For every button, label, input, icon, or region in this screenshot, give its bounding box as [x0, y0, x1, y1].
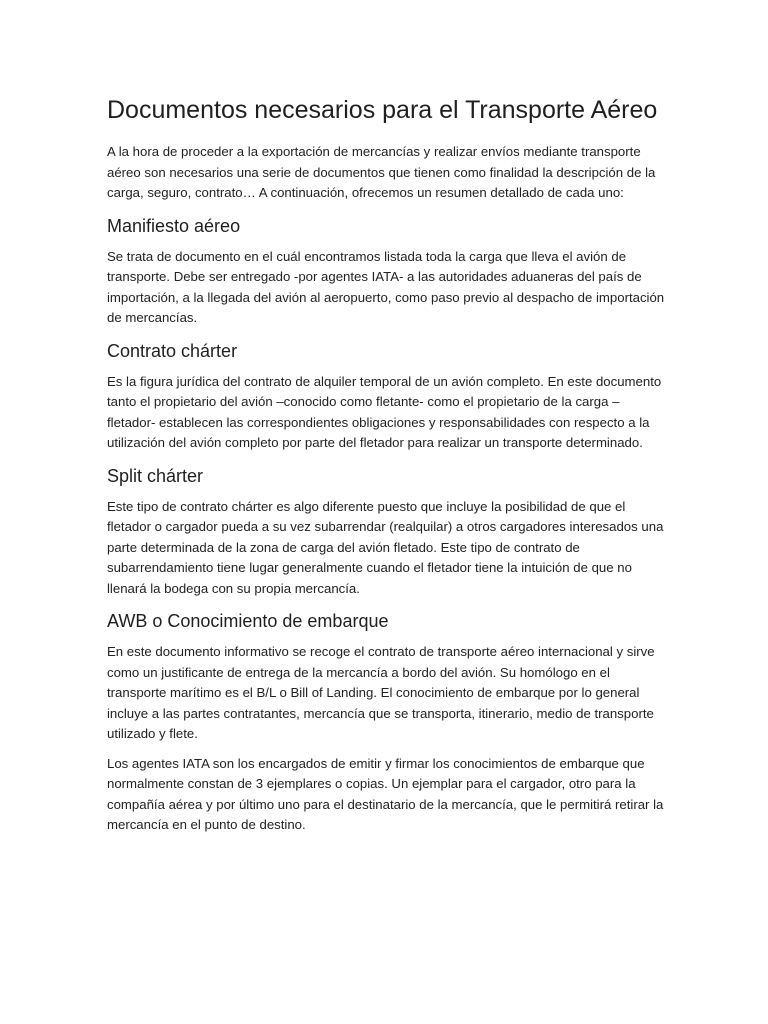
intro-paragraph: A la hora de proceder a la exportación de mercancías y realizar envíos mediante transporte aéreo son necesarios una serie de documentos que tienen como finalidad la descripción de la carga, seguro, contrato… A continuación, ofrecemos un resumen detallado de cada uno:	[107, 144, 656, 200]
section-heading-awb: AWB o Conocimiento de embarque	[107, 611, 389, 631]
section-heading-contrato-charter: Contrato chárter	[107, 340, 238, 361]
section-paragraph-contrato-charter: Es la figura jurídica del contrato de alquiler temporal de un avión completo. En este documento tanto el propietario del avión –conocido como fletante- como el propietario de la carga –fletador- establecen las correspondientes obligaciones y responsabilidades con respecto a la utilización del avión completo por parte del fletador para realizar un transporte determinado.	[107, 373, 662, 450]
document-title: Documentos necesarios para el Transporte Aéreo	[107, 96, 658, 124]
section-paragraph-awb-1: En este documento informativo se recoge el contrato de transporte aéreo internacional y sirve como un justificante de entrega de la mercancía a bordo del avión. Su homólogo en el transporte marítimo es el B/L o Bill of Landing. El conocimiento de embarque por lo general incluye a las partes contratantes, mercancía que se transporta, itinerario, medio de transporte utilizado y flete.	[107, 644, 655, 741]
section-paragraph-awb-2: Los agentes IATA son los encargados de emitir y firmar los conocimientos de embarque que normalmente constan de 3 ejemplares o copias. Un ejemplar para el cargador, otro para la compañía aérea y por último uno para el destinatario de la mercancía, que le permitirá retirar la mercancía en el punto de destino.	[107, 755, 664, 832]
section-paragraph-manifiesto: Se trata de documento en el cuál encontramos listada toda la carga que lleva el avión de transporte. Debe ser entregado -por agentes IATA- a las autoridades aduaneras del país de importación, a la llegada del avión al aeropuerto, como paso previo al despacho de importación de mercancías.	[107, 248, 665, 325]
section-heading-manifiesto: Manifiesto aéreo	[107, 215, 241, 236]
section-heading-split-charter: Split chárter	[107, 465, 204, 486]
section-paragraph-split-charter: Este tipo de contrato chárter es algo diferente puesto que incluye la posibilidad de que el fletador o cargador pueda a su vez subarrendar (realquilar) a otros cargadores interesados una parte determinada de la zona de carga del avión fletado. Este tipo de contrato de subarrendamiento tiene lugar generalmente cuando el fletador tiene la intuición de que no llenará la bodega con su propia mercancía.	[107, 498, 664, 596]
document-page	[107, 92, 667, 845]
